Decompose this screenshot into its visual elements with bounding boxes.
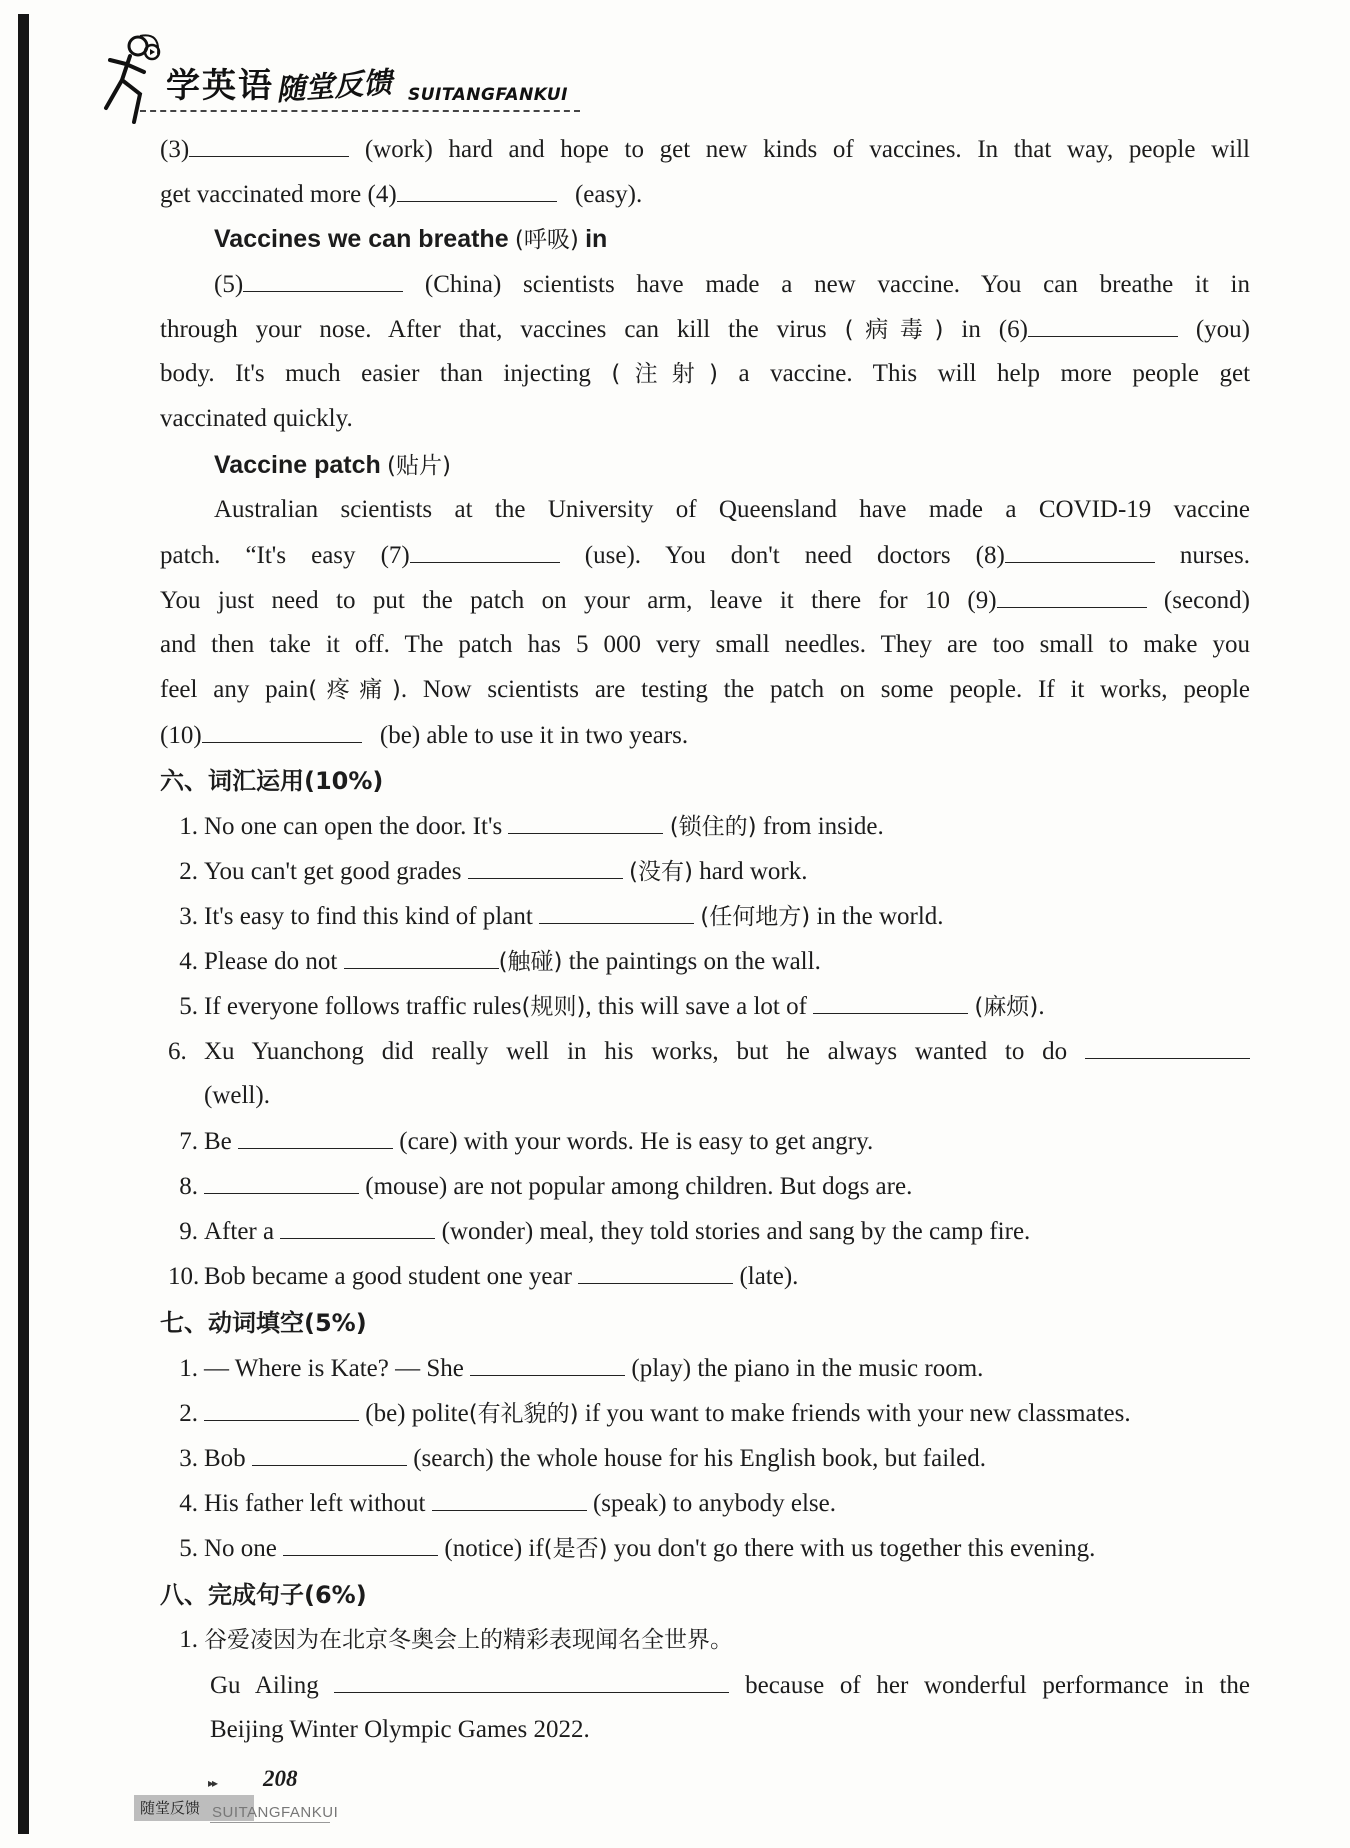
- s6-item-6-cont: [204, 1079, 270, 1113]
- item-text: (care) with your words. He is easy to get angry.: [399, 1128, 874, 1155]
- item-text: .: [1038, 993, 1045, 1020]
- item-text: (wonder) meal, they told stories and sang by the camp fire.: [441, 1218, 1031, 1245]
- answer-blank[interactable]: [468, 854, 623, 879]
- item-number: 4.: [179, 948, 198, 975]
- s8-item-1-prompt: [168, 1623, 733, 1657]
- s8-item-1-answer-cont: [210, 1713, 590, 1747]
- passage-line: [214, 267, 1250, 302]
- s6-item-7: [168, 1124, 873, 1159]
- chinese-hint: (锁住的): [669, 814, 757, 840]
- item-text: No one: [204, 1535, 277, 1562]
- item-number: 8.: [179, 1173, 198, 1200]
- item-text: You can't get good grades: [204, 858, 462, 885]
- s6-item-8: [168, 1169, 912, 1204]
- item-number: 10.: [168, 1263, 200, 1290]
- footer-pinyin: SUITANGFANKUI: [212, 1804, 339, 1821]
- passage-text: get vaccinated more (4): [160, 181, 397, 208]
- passage-line: [160, 583, 1250, 618]
- item-number: 2.: [179, 858, 198, 885]
- answer-blank[interactable]: [280, 1214, 435, 1239]
- s6-item-5: [168, 989, 1045, 1024]
- passage-line: [160, 718, 688, 753]
- passage-text: vaccinated quickly.: [160, 405, 353, 432]
- chinese-gloss: (注射): [611, 361, 719, 387]
- passage-text: and then take it off. The patch has 5 000 very small needles. They are too small to make you: [160, 631, 1250, 658]
- section-title-text: 七、动词填空: [160, 1309, 304, 1337]
- chinese-sentence: 谷爱凌因为在北京冬奥会上的精彩表现闻名全世界。: [204, 1627, 733, 1653]
- item-text: because of her wonderful performance in the: [745, 1672, 1251, 1699]
- answer-blank[interactable]: [432, 1486, 587, 1511]
- passage-line: [160, 628, 1250, 662]
- s6-item-1: [168, 809, 884, 844]
- section-6-title: [160, 764, 383, 798]
- chinese-gloss: (有礼貌的): [468, 1401, 579, 1427]
- section-score: (5%): [304, 1309, 367, 1337]
- s7-item-4: [168, 1486, 836, 1521]
- passage-text: through your nose. After that, vaccines can kill the virus: [160, 316, 827, 343]
- passage-line: [160, 357, 1250, 391]
- s6-item-9: [168, 1214, 1030, 1249]
- blank-number: (10): [160, 722, 202, 749]
- answer-blank[interactable]: [252, 1441, 407, 1466]
- passage-text: (second): [1163, 587, 1250, 614]
- answer-blank[interactable]: [204, 1396, 359, 1421]
- chinese-gloss: (规则): [521, 994, 586, 1020]
- passage-text: body. It's much easier than injecting: [160, 360, 591, 387]
- section-score: (6%): [304, 1581, 367, 1609]
- runner-icon: [100, 34, 170, 126]
- answer-blank[interactable]: [1085, 1034, 1250, 1059]
- answer-blank[interactable]: [243, 267, 403, 292]
- item-number: 2.: [179, 1400, 198, 1427]
- footer-divider: [210, 1822, 330, 1823]
- logo-pinyin: SUITANGFANKUI: [408, 85, 568, 105]
- item-text: from inside.: [762, 813, 884, 840]
- blank-number: (3): [160, 136, 190, 163]
- answer-blank[interactable]: [238, 1124, 393, 1149]
- subheading-breathe: [214, 222, 607, 257]
- s6-item-10: [168, 1259, 798, 1294]
- item-text: (be) polite: [365, 1400, 469, 1427]
- chinese-hint: (没有): [628, 859, 693, 885]
- item-text: in the world.: [816, 903, 944, 930]
- answer-blank[interactable]: [1005, 538, 1155, 563]
- item-number: 7.: [179, 1128, 198, 1155]
- passage-text: nurses.: [1179, 542, 1251, 569]
- answer-blank[interactable]: [1028, 312, 1178, 337]
- passage-line: [160, 673, 1250, 707]
- item-text: Xu Yuanchong did really well in his works, but he always wanted to do: [204, 1038, 1068, 1065]
- section-8-title: [160, 1578, 367, 1612]
- logo-title: 学英语: [166, 66, 274, 106]
- item-text: It's easy to find this kind of plant: [204, 903, 533, 930]
- chinese-gloss: (病毒): [844, 317, 944, 343]
- s8-item-1-answer: [210, 1668, 1250, 1703]
- subheading-text: in: [585, 225, 608, 253]
- item-text: you don't go there with us together this evening.: [613, 1535, 1096, 1562]
- answer-blank[interactable]: [997, 583, 1147, 608]
- section-title-text: 六、词汇运用: [160, 767, 304, 795]
- s7-item-1: [168, 1351, 983, 1386]
- item-number: 1.: [179, 1626, 198, 1653]
- s6-item-2: [168, 854, 808, 889]
- answer-blank[interactable]: [578, 1259, 733, 1284]
- passage-text: patch. “It's easy (7): [160, 542, 410, 569]
- item-number: 1.: [179, 813, 198, 840]
- item-text: (notice) if: [444, 1535, 544, 1562]
- item-number: 5.: [179, 993, 198, 1020]
- passage-text: Australian scientists at the University of Queensland have made a COVID-19 vaccine: [214, 496, 1250, 523]
- subheading-text: Vaccines we can breathe: [214, 225, 509, 253]
- passage-text: (you): [1195, 316, 1251, 343]
- item-text: (well).: [204, 1082, 270, 1109]
- chinese-gloss: (贴片): [387, 453, 451, 479]
- item-text: No one can open the door. It's: [204, 813, 503, 840]
- passage-line: [214, 493, 1250, 527]
- s7-item-2: [168, 1396, 1131, 1431]
- passage-text: . Now scientists are testing the patch on some people. If it works, people: [400, 676, 1250, 703]
- passage-text: (China) scientists have made a new vaccine. You can breathe it in: [424, 271, 1250, 298]
- answer-blank[interactable]: [410, 538, 560, 563]
- s7-item-3: [168, 1441, 986, 1476]
- subheading-patch: [214, 448, 451, 483]
- header-logo: [100, 30, 700, 130]
- passage-text: a vaccine. This will help more people get: [738, 360, 1251, 387]
- section-score: (10%): [304, 767, 384, 795]
- item-number: 4.: [179, 1490, 198, 1517]
- passage-line: [160, 177, 642, 212]
- answer-blank[interactable]: [813, 989, 968, 1014]
- item-text: (speak) to anybody else.: [592, 1490, 836, 1517]
- item-number: 9.: [179, 1218, 198, 1245]
- answer-blank[interactable]: [539, 899, 694, 924]
- item-text: Bob: [204, 1445, 246, 1472]
- subheading-text: Vaccine patch: [214, 451, 381, 479]
- passage-text: You just need to put the patch on your arm, leave it there for 10 (9): [160, 587, 997, 614]
- item-number: 3.: [179, 1445, 198, 1472]
- footer-label: 随堂反馈: [140, 1799, 201, 1817]
- chinese-gloss: (是否): [543, 1536, 608, 1562]
- item-text: the paintings on the wall.: [568, 948, 821, 975]
- page-number: 208: [263, 1766, 298, 1791]
- answer-blank[interactable]: [204, 1169, 359, 1194]
- s7-item-5: [168, 1531, 1095, 1566]
- item-text: Bob became a good student one year: [204, 1263, 572, 1290]
- s6-item-6: [168, 1034, 1250, 1069]
- section-title-text: 八、完成句子: [160, 1581, 304, 1609]
- item-text: Beijing Winter Olympic Games 2022.: [210, 1716, 590, 1743]
- item-text: , this will save a lot of: [585, 993, 807, 1020]
- item-number: 5.: [179, 1535, 198, 1562]
- s6-item-3: [168, 899, 944, 934]
- answer-blank[interactable]: [344, 944, 499, 969]
- item-text: If everyone follows traffic rules: [204, 993, 522, 1020]
- passage-line: [160, 538, 1250, 573]
- blank-number: (5): [214, 271, 244, 298]
- passage-line: [160, 402, 353, 436]
- passage-text: (use). You don't need doctors (8): [584, 542, 1005, 569]
- answer-blank[interactable]: [397, 177, 557, 202]
- chinese-gloss: (呼吸): [514, 227, 579, 253]
- item-number: 3.: [179, 903, 198, 930]
- answer-blank[interactable]: [202, 718, 362, 743]
- passage-line: [160, 132, 1250, 167]
- item-text: hard work.: [699, 858, 808, 885]
- answer-blank[interactable]: [189, 132, 349, 157]
- item-text: — Where is Kate? — She: [204, 1355, 464, 1382]
- item-text: Please do not: [204, 948, 338, 975]
- item-text: Be: [204, 1128, 232, 1155]
- section-7-title: [160, 1306, 367, 1340]
- item-text: (play) the piano in the music room.: [631, 1355, 984, 1382]
- chinese-hint: (麻烦): [974, 994, 1039, 1020]
- item-text: (search) the whole house for his English book, but failed.: [413, 1445, 986, 1472]
- logo-subtitle: 随堂反馈: [275, 64, 394, 108]
- answer-blank[interactable]: [283, 1531, 438, 1556]
- s6-item-4: [168, 944, 821, 979]
- passage-text: (be) able to use it in two years.: [379, 722, 689, 749]
- binding-edge: [18, 14, 29, 1834]
- footer-arrow-icon: ▸▸: [208, 1776, 217, 1790]
- chinese-hint: (触碰): [498, 949, 563, 975]
- item-number: 1.: [179, 1355, 198, 1382]
- item-text: (mouse) are not popular among children. But dogs are.: [365, 1173, 913, 1200]
- chinese-hint: (任何地方): [700, 904, 811, 930]
- answer-blank[interactable]: [470, 1351, 625, 1376]
- item-text: (late).: [739, 1263, 799, 1290]
- passage-line: [160, 312, 1250, 347]
- item-text: His father left without: [204, 1490, 426, 1517]
- answer-blank[interactable]: [508, 809, 663, 834]
- item-text: if you want to make friends with your new classmates.: [584, 1400, 1131, 1427]
- passage-text: (easy).: [574, 181, 643, 208]
- passage-text: feel any pain: [160, 676, 309, 703]
- passage-text: in (6): [961, 316, 1028, 343]
- chinese-gloss: (疼痛): [308, 677, 401, 703]
- header-divider: [140, 110, 580, 112]
- item-text: Gu Ailing: [210, 1672, 319, 1699]
- item-number: 6.: [168, 1038, 187, 1065]
- passage-text: (work) hard and hope to get new kinds of vaccines. In that way, people will: [364, 136, 1251, 163]
- item-text: After a: [204, 1218, 275, 1245]
- answer-blank[interactable]: [334, 1668, 729, 1693]
